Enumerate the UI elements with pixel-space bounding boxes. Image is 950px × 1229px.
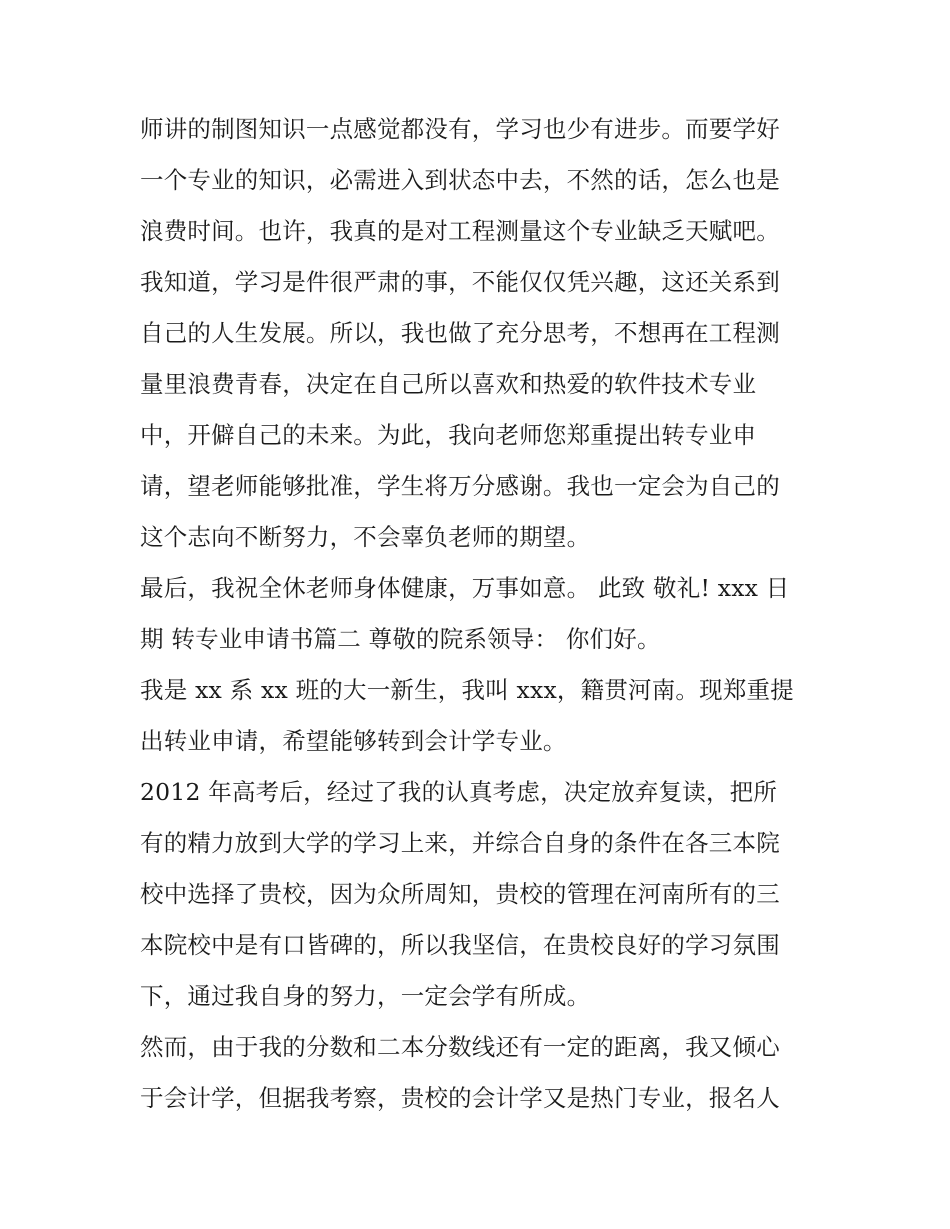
text-line: 自己的人生发展。所以，我也做了充分思考，不想再在工程测 [140,319,780,347]
text-line: 下，通过我自身的努力，一定会学有所成。 [140,982,591,1010]
text-line: 这个志向不断努力，不会辜负老师的期望。 [140,523,591,551]
text-line: 2012 年高考后，经过了我的认真考虑，决定放弃复读，把所 [140,778,778,806]
text-line: 量里浪费青春，决定在自己所以喜欢和热爱的软件技术专业 [140,370,757,398]
text-line: 我是 xx 系 xx 班的大一新生，我叫 xxx，籍贯河南。现郑重提 [140,676,794,704]
text-line: 师讲的制图知识一点感觉都没有，学习也少有进步。而要学好 [140,115,780,143]
text-line: 本院校中是有口皆碑的，所以我坚信，在贵校良好的学习氛围 [140,931,780,959]
text-line: 我知道，学习是件很严肃的事，不能仅仅凭兴趣，这还关系到 [140,268,780,296]
text-line: 浪费时间。也许，我真的是对工程测量这个专业缺乏天赋吧。 [140,217,780,245]
text-line: 一个专业的知识，必需进入到状态中去，不然的话，怎么也是 [140,166,780,194]
text-line: 出转业申请，希望能够转到会计学专业。 [140,727,567,755]
text-line: 请，望老师能够批准，学生将万分感谢。我也一定会为自己的 [140,472,780,500]
text-line: 期 转专业申请书篇二 尊敬的院系领导： 你们好。 [140,625,661,653]
text-line: 最后，我祝全休老师身体健康，万事如意。 此致 敬礼! xxx 日 [140,574,790,602]
text-line: 然而，由于我的分数和二本分数线还有一定的距离，我又倾心 [140,1033,780,1061]
text-line: 中，开僻自己的未来。为此，我向老师您郑重提出转专业申 [140,421,757,449]
text-line: 于会计学，但据我考察，贵校的会计学又是热门专业，报名人 [140,1084,780,1112]
text-line: 校中选择了贵校，因为众所周知，贵校的管理在河南所有的三 [140,880,780,908]
document-body [140,104,816,1124]
text-line: 有的精力放到大学的学习上来，并综合自身的条件在各三本院 [140,829,780,857]
